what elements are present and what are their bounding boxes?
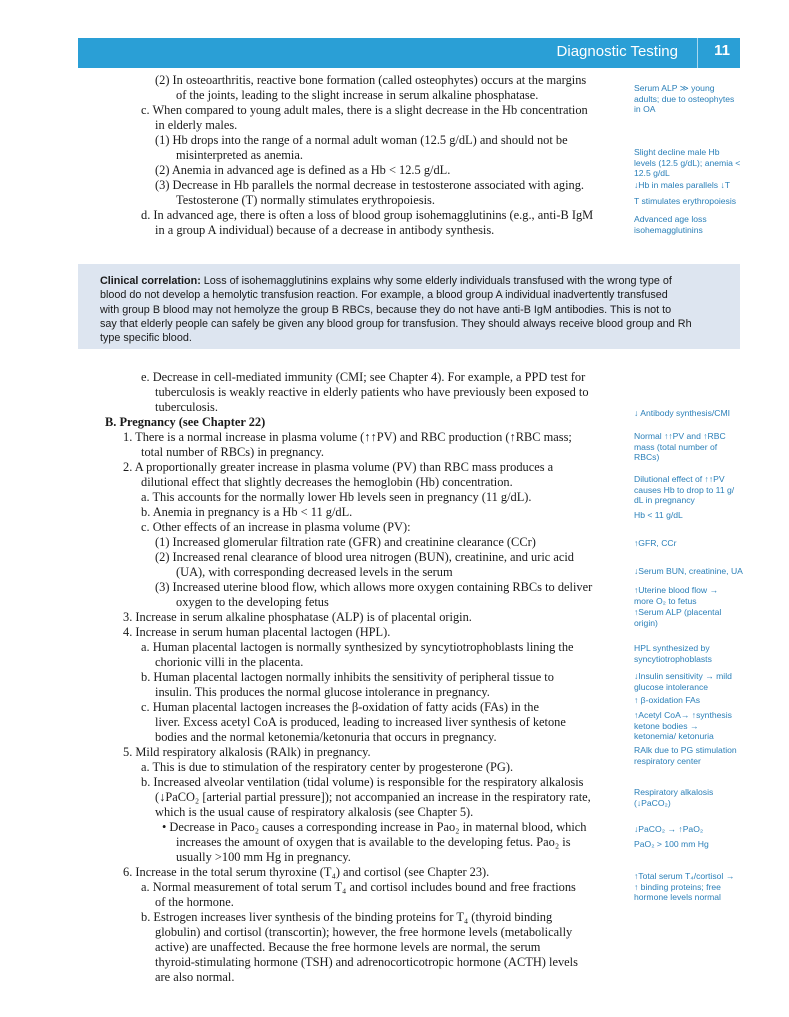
margin-note-line: hormone levels normal — [634, 892, 721, 903]
bottom-line: tuberculosis. — [155, 400, 218, 414]
bottom-line: a. Normal measurement of total serum T₄ and cortisol includes bound and free fractions — [141, 880, 576, 894]
bottom-line: liver. Excess acetyl CoA is produced, leading to increased liver synthesis of ketone — [155, 715, 566, 729]
margin-note — [634, 585, 744, 606]
margin-note — [634, 431, 744, 463]
margin-note — [634, 607, 744, 628]
margin-note-line: origin) — [634, 617, 658, 628]
margin-note-line: RAlk due to PG stimulation — [634, 745, 737, 755]
bottom-line: a. Human placental lactogen is normally synthesized by syncytiotrophoblasts lining the — [141, 640, 574, 654]
page-header — [78, 38, 740, 68]
top-line: (2) In osteoarthritis, reactive bone formation (called osteophytes) occurs at the margins — [155, 73, 587, 87]
bottom-line: usually >100 mm Hg in pregnancy. — [176, 850, 351, 864]
clinical-line: with group B blood may not hemolyze the group B RBCs, because they do not have anti-B IgM antibodies. This is not to — [100, 303, 672, 316]
margin-note-line: ↑ β-oxidation FAs — [634, 695, 701, 705]
margin-note-line: adults; due to osteophytes — [634, 93, 735, 104]
bottom-line: b. Increased alveolar ventilation (tidal volume) is responsible for the respiratory alkalosis — [141, 775, 584, 789]
margin-note-line: ↑ binding proteins; free — [634, 881, 721, 892]
bottom-line: 6. Increase in the total serum thyroxine (T₄) and cortisol (see Chapter 23). — [123, 865, 490, 879]
margin-note-line: T stimulates erythropoiesis — [634, 196, 737, 206]
bottom-line: tuberculosis is weakly reactive in elderly patients who have previously been exposed to — [155, 385, 589, 399]
margin-note-line: dL in pregnancy — [634, 495, 695, 506]
header-title: Diagnostic Testing — [556, 43, 678, 60]
clinical-line: say that elderly people can safely be given any blood group for transfusion. They should always receive blood group and Rh — [100, 317, 692, 330]
margin-note-line: glucose intolerance — [634, 681, 709, 692]
bottom-line: c. Other effects of an increase in plasma volume (PV): — [141, 520, 411, 534]
margin-note-line: more O₂ to fetus — [634, 595, 697, 606]
bottom-line: bodies and the normal ketonemia/ketonuria that occurs in pregnancy. — [155, 730, 497, 744]
top-line: Testosterone (T) normally stimulates erythropoiesis. — [176, 193, 435, 207]
margin-note-line: Hb < 11 g/dL — [634, 510, 683, 520]
bottom-line: chorionic villi in the placenta. — [155, 655, 304, 669]
margin-note-line: respiratory center — [634, 755, 701, 766]
bottom-line: (↓PaCO₂ [arterial partial pressure]); not accompanied an increase in the respiratory rate, — [155, 790, 591, 804]
margin-note-line: HPL synthesized by — [634, 643, 710, 653]
margin-note — [634, 871, 744, 903]
bottom-line: c. Human placental lactogen increases the β-oxidation of fatty acids (FAs) in the — [141, 700, 539, 714]
margin-note-line: Serum ALP ≫ young — [634, 83, 715, 93]
bottom-line: 1. There is a normal increase in plasma volume (↑↑PV) and RBC production (↑RBC mass; — [123, 430, 572, 444]
margin-note-line: Slight decline male Hb — [634, 147, 720, 157]
margin-note-line: ↓Hb in males parallels ↓T — [634, 180, 730, 190]
bottom-line: (2) Increased renal clearance of blood urea nitrogen (BUN), creatinine, and uric acid — [155, 550, 575, 564]
page-number: 11 — [714, 42, 730, 59]
bottom-line: which is the usual cause of respiratory alkalosis (see Chapter 5). — [155, 805, 474, 819]
margin-note-line: ↓Serum BUN, creatinine, UA — [634, 566, 743, 576]
margin-note-line: RBCs) — [634, 452, 660, 463]
margin-note — [634, 566, 744, 577]
top-line: in a group A individual) because of a decrease in antibody synthesis. — [155, 223, 495, 237]
clinical-correlation-box — [78, 264, 740, 349]
bottom-line: total number of RBCs) in pregnancy. — [141, 445, 324, 459]
top-line: in elderly males. — [155, 118, 238, 132]
bottom-line: 3. Increase in serum alkaline phosphatase (ALP) is of placental origin. — [123, 610, 472, 624]
margin-note-line: ↓Insulin sensitivity → mild — [634, 671, 732, 681]
margin-note — [634, 538, 744, 549]
margin-note-line: (↓PaCO₂) — [634, 797, 671, 808]
bottom-line: B. Pregnancy (see Chapter 22) — [105, 415, 266, 429]
bottom-line: a. This accounts for the normally lower Hb levels seen in pregnancy (11 g/dL). — [141, 490, 532, 504]
margin-note-line: Advanced age loss — [634, 214, 707, 224]
bottom-line: of the hormone. — [155, 895, 234, 909]
clinical-correlation-text — [100, 274, 720, 345]
margin-note-line: ketone bodies → — [634, 720, 699, 731]
margin-note-line: ↑Acetyl CoA→ ↑synthesis — [634, 710, 732, 720]
bottom-line: 5. Mild respiratory alkalosis (RAlk) in pregnancy. — [123, 745, 371, 759]
top-line: misinterpreted as anemia. — [176, 148, 303, 162]
bottom-line: (3) Increased uterine blood flow, which allows more oxygen containing RBCs to deliver — [155, 580, 593, 594]
bottom-line: 4. Increase in serum human placental lactogen (HPL). — [123, 625, 391, 639]
margin-note — [634, 83, 744, 115]
margin-note-line: PaO₂ > 100 mm Hg — [634, 839, 709, 849]
bottom-line: active) are unaffected. Because the free hormone levels are normal, the serum — [155, 940, 541, 954]
bottom-line: b. Anemia in pregnancy is a Hb < 11 g/dL. — [141, 505, 353, 519]
margin-note — [634, 710, 744, 742]
top-line: c. When compared to young adult males, there is a slight decrease in the Hb concentration — [141, 103, 588, 117]
margin-note — [634, 787, 744, 808]
margin-note-line: ↑Serum ALP (placental — [634, 607, 722, 617]
clinical-line-text: Loss of isohemagglutinins explains why some elderly individuals transfused with the wrong type of — [200, 275, 672, 287]
top-line: of the joints, leading to the slight increase in serum alkaline phosphatase. — [176, 88, 539, 102]
clinical-line — [100, 274, 720, 288]
margin-note — [634, 510, 744, 521]
margin-note-line: 12.5 g/dL — [634, 168, 670, 179]
margin-note-line: syncytiotrophoblasts — [634, 653, 712, 664]
bottom-line: 2. A proportionally greater increase in plasma volume (PV) than RBC mass produces a — [123, 460, 554, 474]
top-line: (2) Anemia in advanced age is defined as a Hb < 12.5 g/dL. — [155, 163, 451, 177]
bottom-line: increases the amount of oxygen that is available to the developing fetus. Pao₂ is — [176, 835, 571, 849]
margin-note-line: causes Hb to drop to 11 g/ — [634, 484, 735, 495]
margin-note-line: ↑Total serum T₄/cortisol → — [634, 871, 735, 881]
bottom-line: globulin) and cortisol (transcortin); however, the free hormone levels (metabolically — [155, 925, 573, 939]
top-line: (3) Decrease in Hb parallels the normal decrease in testosterone associated with aging. — [155, 178, 585, 192]
margin-note — [634, 695, 744, 706]
margin-note-line: in OA — [634, 104, 656, 115]
margin-note — [634, 180, 744, 191]
bottom-line: a. This is due to stimulation of the respiratory center by progesterone (PG). — [141, 760, 514, 774]
header-divider — [697, 38, 698, 68]
bottom-line: b. Estrogen increases liver synthesis of the binding proteins for T₄ (thyroid binding — [141, 910, 553, 924]
bottom-line: insulin. This produces the normal glucose intolerance in pregnancy. — [155, 685, 490, 699]
bottom-line: e. Decrease in cell-mediated immunity (CMI; see Chapter 4). For example, a PPD test for — [141, 370, 586, 384]
margin-note — [634, 196, 744, 207]
margin-note — [634, 474, 744, 506]
margin-note-line: isohemagglutinins — [634, 224, 703, 235]
clinical-line: blood do not develop a hemolytic transfusion reaction. For example, a blood group A individual inadvertently transfused — [100, 289, 668, 302]
margin-note-line: levels (12.5 g/dL); anemia < — [634, 157, 741, 168]
margin-note-line: Normal ↑↑PV and ↑RBC — [634, 431, 726, 441]
top-line: d. In advanced age, there is often a loss of blood group isohemagglutinins (e.g., anti-B IgM — [141, 208, 594, 222]
margin-note-line: ↓PaCO₂ → ↑PaO₂ — [634, 824, 704, 834]
margin-note — [634, 643, 744, 664]
margin-note — [634, 214, 744, 235]
margin-note — [634, 671, 744, 692]
margin-note — [634, 147, 744, 179]
margin-note — [634, 408, 744, 419]
margin-note — [634, 824, 744, 835]
bottom-line: (1) Increased glomerular filtration rate (GFR) and creatinine clearance (CCr) — [155, 535, 536, 549]
bottom-line: dilutional effect that slightly decreases the hemoglobin (Hb) concentration. — [141, 475, 513, 489]
top-line: (1) Hb drops into the range of a normal adult woman (12.5 g/dL) and should not be — [155, 133, 568, 147]
bottom-line: oxygen to the developing fetus — [176, 595, 329, 609]
margin-note-line: ↑GFR, CCr — [634, 538, 677, 548]
margin-note-line: Respiratory alkalosis — [634, 787, 714, 797]
margin-note-line: ↓ Antibody synthesis/CMI — [634, 408, 731, 418]
margin-note — [634, 745, 744, 766]
bottom-line: (UA), with corresponding decreased levels in the serum — [176, 565, 453, 579]
bottom-line: are also normal. — [155, 970, 235, 984]
bottom-line: thyroid-stimulating hormone (TSH) and adrenocorticotropic hormone (ACTH) levels — [155, 955, 578, 969]
clinical-label: Clinical correlation: — [100, 275, 201, 287]
bottom-line: b. Human placental lactogen normally inhibits the sensitivity of peripheral tissue to — [141, 670, 554, 684]
margin-note-line: Dilutional effect of ↑↑PV — [634, 474, 725, 484]
margin-note — [634, 839, 744, 850]
bottom-line: • Decrease in Paco₂ causes a corresponding increase in Pao₂ in maternal blood, which — [162, 820, 587, 834]
margin-note-line: ↑Uterine blood flow → — [634, 585, 719, 595]
margin-note-line: ketonemia/ ketonuria — [634, 731, 714, 742]
clinical-line: type specific blood. — [100, 332, 192, 345]
margin-note-line: mass (total number of — [634, 441, 718, 452]
